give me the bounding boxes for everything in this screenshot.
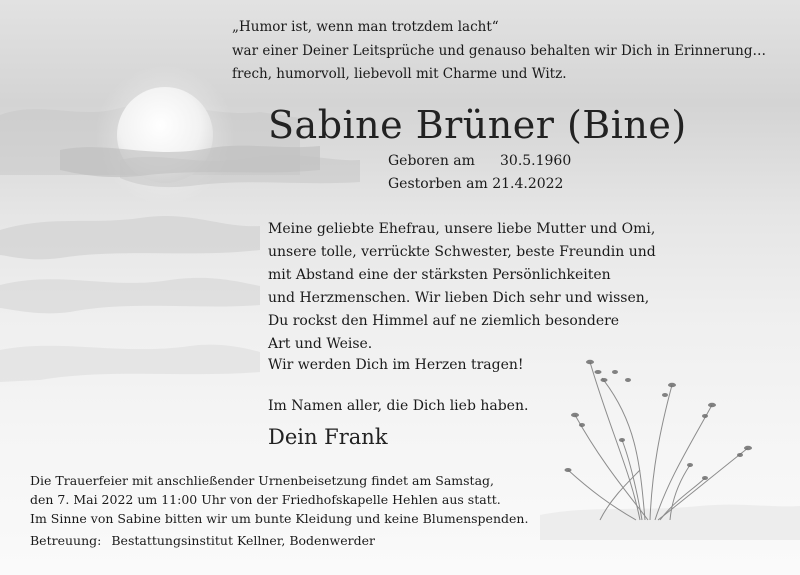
footer-value: Bestattungsinstitut Kellner, Bodenwerder: [111, 533, 375, 548]
quote-line: „Humor ist, wenn man trotzdem lacht“: [232, 19, 499, 35]
life-dates: [388, 150, 571, 196]
died-date: 21.4.2022: [492, 176, 564, 192]
quote-line: frech, humorvoll, liebevoll mit Charme und Witz.: [232, 66, 567, 82]
funeral-line: Im Sinne von Sabine bitten wir um bunte Kleidung und keine Blumenspenden.: [30, 511, 529, 526]
deceased-name: Sabine Brüner (Bine): [268, 103, 687, 147]
heart-line: Wir werden Dich im Herzen tragen!: [268, 357, 524, 373]
footer: [30, 531, 375, 550]
born-label: Geboren am: [388, 153, 475, 169]
born-row: [388, 150, 571, 173]
hill-low: [0, 345, 260, 382]
funeral-line: den 7. Mai 2022 um 11:00 Uhr von der Friedhofskapelle Hehlen aus statt.: [30, 492, 501, 507]
funeral-line: Die Trauerfeier mit anschließender Urnenbeisetzung findet am Samstag,: [30, 473, 495, 488]
hill-mid-2: [0, 278, 260, 314]
footer-label: Betreuung:: [30, 533, 102, 548]
mist-band-2: [120, 155, 360, 187]
born-date: 30.5.1960: [500, 153, 572, 169]
names-line: Im Namen aller, die Dich lieb haben.: [268, 398, 529, 414]
tribute-line: Du rockst den Himmel auf ne ziemlich besondere: [268, 313, 620, 329]
quote-line: war einer Deiner Leitsprüche und genauso behalten wir Dich in Erinnerung…: [232, 42, 767, 59]
ground-mist: [540, 505, 800, 540]
tribute-line: Art und Weise.: [268, 336, 373, 352]
funeral-notice: [30, 471, 528, 528]
grass-seed-heads: [565, 360, 753, 480]
quote-block: [232, 16, 766, 87]
tribute-line: mit Abstand eine der stärksten Persönlichkeiten: [268, 267, 611, 283]
died-row: [388, 173, 571, 196]
tribute-line: unsere tolle, verrückte Schwester, beste Freundin und: [268, 244, 656, 260]
tribute-line: Meine geliebte Ehefrau, unsere liebe Mutter und Omi,: [268, 221, 656, 237]
tribute-line: und Herzmenschen. Wir lieben Dich sehr und wissen,: [268, 290, 650, 306]
hill-mid-1: [0, 216, 260, 259]
died-label: Gestorben am: [388, 176, 488, 192]
tribute-text: [268, 218, 656, 356]
signature: Dein Frank: [268, 425, 388, 449]
grass-illustration: [568, 362, 748, 520]
